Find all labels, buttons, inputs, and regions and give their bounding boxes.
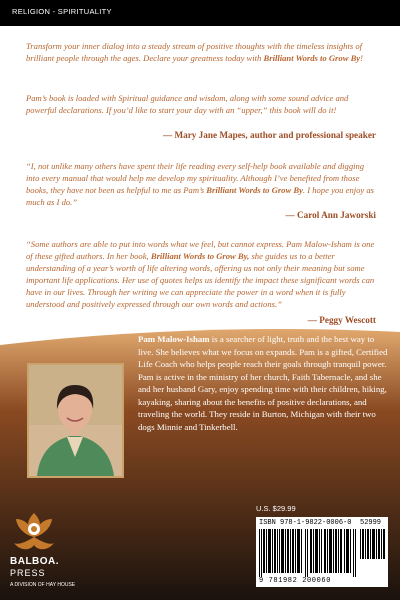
author-bio-text: is a searcher of light, truth and the best way to live. She believes what we focus on expands. Pam is a gifted, Certified Life Coach who helps people reach their goals through tranquil power. Pam is active in the ministry of her church, Faith Tabernacle, and she and her husband Gary, enjoy spending time with their children, hiking, kayaking, sharing about the benefits of positive declarations, and traveling the world. They reside in Burton, Michigan with their two dogs Minnie and Tinkerbell. xyxy=(138,334,388,432)
attribution-mapes: — Mary Jane Mapes, author and professional speaker xyxy=(162,130,376,140)
intro-text-end: ! xyxy=(360,53,363,63)
attribution-jaworski: — Carol Ann Jaworski xyxy=(285,210,376,220)
intro-book-title: Brilliant Words to Grow By xyxy=(263,53,361,63)
author-name: Pam Malow-Isham xyxy=(138,334,210,344)
price-code-text: 52999 xyxy=(360,519,382,527)
balboa-lotus-logo xyxy=(12,511,56,555)
ean-digits: 9 781982 200060 xyxy=(259,577,332,585)
testimonial-mapes: Pam’s book is loaded with Spiritual guidance and wisdom, along with some sound advice and powerful declarations. If you’d like to start your day with an “upper,” this book will do it! xyxy=(26,93,349,115)
jaworski-text: “I, not unlike many others have spent their life reading every self-help book available and digging into every manual that would help me develop my spirituality. Although I’ve benefited from those books, they have not been as helpful to me as Pam’s xyxy=(26,161,365,195)
attribution-wescott: — Peggy Wescott xyxy=(307,315,376,325)
intro-text: Transform your inner dialog into a steady stream of positive thoughts with the timeless insights of brilliant people through the ages. Declare your greatness today with xyxy=(26,41,363,63)
barcode xyxy=(256,517,388,587)
wescott-text-end: she guides us to a better understanding of a year’s worth of life altering words, offering us not only their meaning but some important life applications. Her use of quotes helps us identify the impact these significant words can have in our lives. Through her writing we can appreciate the power in a word when it is fully understood and positively expressed through our own words and actions.” xyxy=(26,251,375,309)
publisher-name: BALBOA. xyxy=(10,556,60,567)
price-label: U.S. $29.99 xyxy=(256,504,296,513)
isbn-text: ISBN 978-1-9822-0006-0 xyxy=(259,519,352,527)
category-label: RELIGION - SPIRITUALITY xyxy=(12,7,112,16)
publisher-sub: PRESS xyxy=(10,568,46,578)
publisher-division: A DIVISION OF HAY HOUSE xyxy=(10,582,76,588)
author-bio xyxy=(138,333,388,433)
author-photo xyxy=(27,363,124,478)
ean-barcode-bars xyxy=(259,529,357,577)
price-addon-bars xyxy=(360,529,386,559)
jaworski-text-end: . I hope you enjoy as much as I do.” xyxy=(26,185,375,207)
jaworski-book-title: Brilliant Words to Grow By xyxy=(206,185,303,195)
wescott-text: “Some authors are able to put into words what we feel, but cannot express. Pam Malow-Isham is one of these gifted authors. In her book, xyxy=(26,239,375,261)
wescott-book-title: Brilliant Words to Grow By, xyxy=(150,251,250,261)
